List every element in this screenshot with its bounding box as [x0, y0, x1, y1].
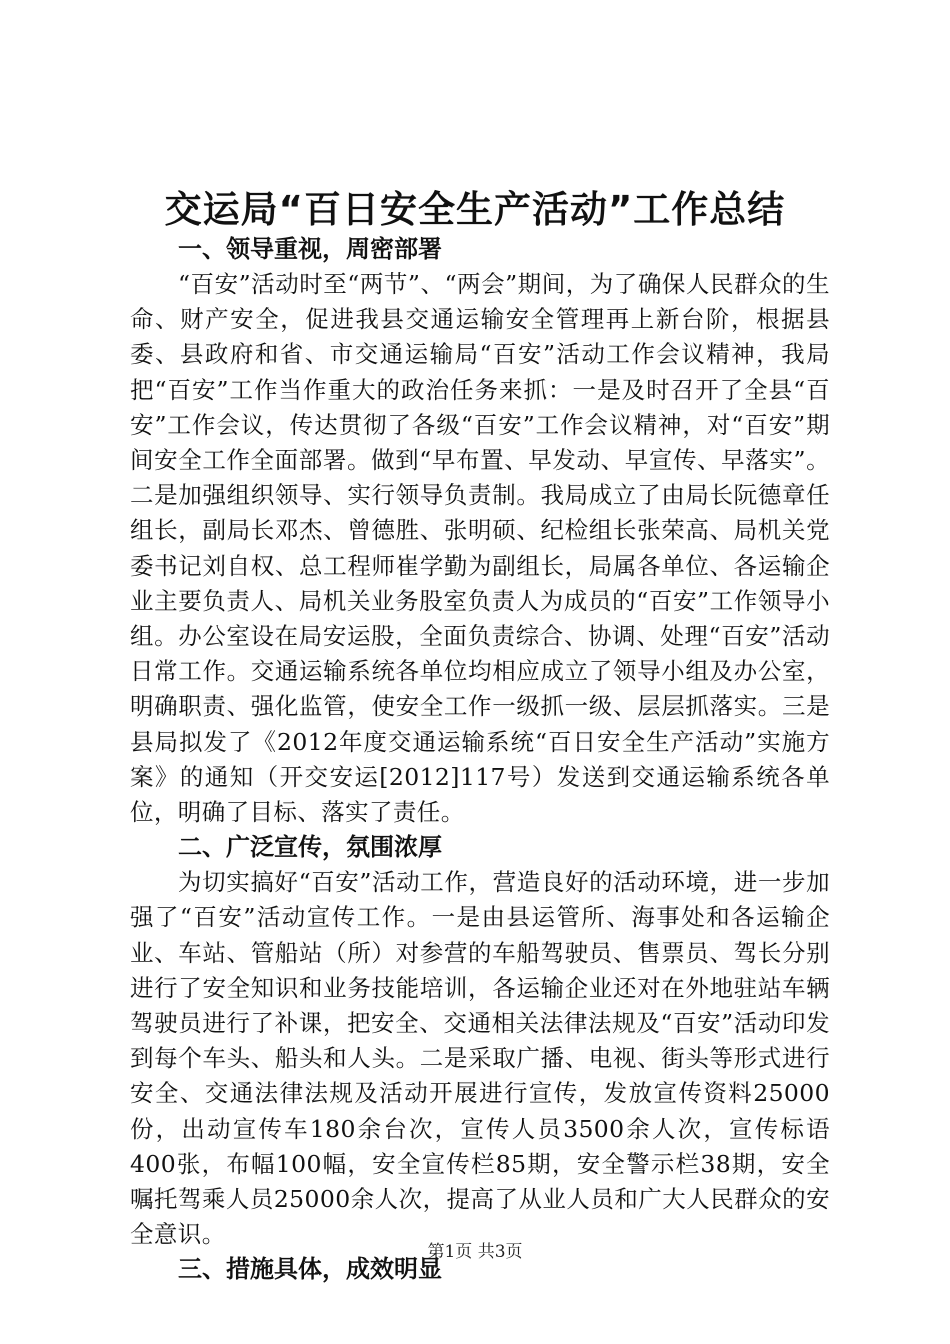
- page-footer: 第1页 共3页: [427, 1242, 523, 1262]
- document-body: [130, 232, 830, 1287]
- section-heading-1: 一、领导重视，周密部署: [178, 235, 442, 263]
- section-paragraph-2: 为切实搞好“百安”活动工作，营造良好的活动环境，进一步加强了“百安”活动宣传工作。一是由县运管所、海事处和各运输企业、车站、管船站（所）对参营的车船驾驶员、售票员、驾长分别进行了安全知识和业务技能培训，各运输企业还对在外地驻站车辆驾驶员进行了补课，把安全、交通相关法律法规及“百安”活动印发到每个车头、船头和人头。二是采取广播、电视、街头等形式进行安全、交通法律法规及活动开展进行宣传，发放宣传资料25000份，出动宣传车180余台次，宣传人员3500余人次，宣传标语400张，布幅100幅，安全宣传栏85期，安全警示栏38期，安全嘱托驾乘人员25000余人次，提高了从业人员和广大人民群众的安全意识。: [130, 868, 830, 1249]
- section-heading-3: 三、措施具体，成效明显: [178, 1255, 442, 1284]
- section-paragraph-1: “百安”活动时至“两节”、“两会”期间，为了确保人民群众的生命、财产安全，促进我县交通运输安全管理再上新台阶，根据县委、县政府和省、市交通运输局“百安”活动工作会议精神，我局把“百安”工作当作重大的政治任务来抓：一是及时召开了全县“百安”工作会议，传达贯彻了各级“百安”工作会议精神，对“百安”期间安全工作全面部署。做到“早布置、早发动、早宣传、早落实”。二是加强组织领导、实行领导负责制。我局成立了由局长阮德章任组长，副局长邓杰、曾德胜、张明硕、纪检组长张荣高、局机关党委书记刘自权、总工程师崔学勤为副组长，局属各单位、各运输企业主要负责人、局机关业务股室负责人为成员的“百安”工作领导小组。办公室设在局安运股，全面负责综合、协调、处理“百安”活动日常工作。交通运输系统各单位均相应成立了领导小组及办公室，明确职责、强化监管，使安全工作一级抓一级、层层抓落实。三是县局拟发了《2012年度交通运输系统“百日安全生产活动”实施方案》的通知（开交安运[2012]117号）发送到交通运输系统各单位，明确了目标、落实了责任。: [130, 270, 830, 827]
- document-title: 交运局“百日安全生产活动”工作总结: [164, 188, 786, 231]
- section-heading-2: 二、广泛宣传，氛围浓厚: [178, 833, 442, 862]
